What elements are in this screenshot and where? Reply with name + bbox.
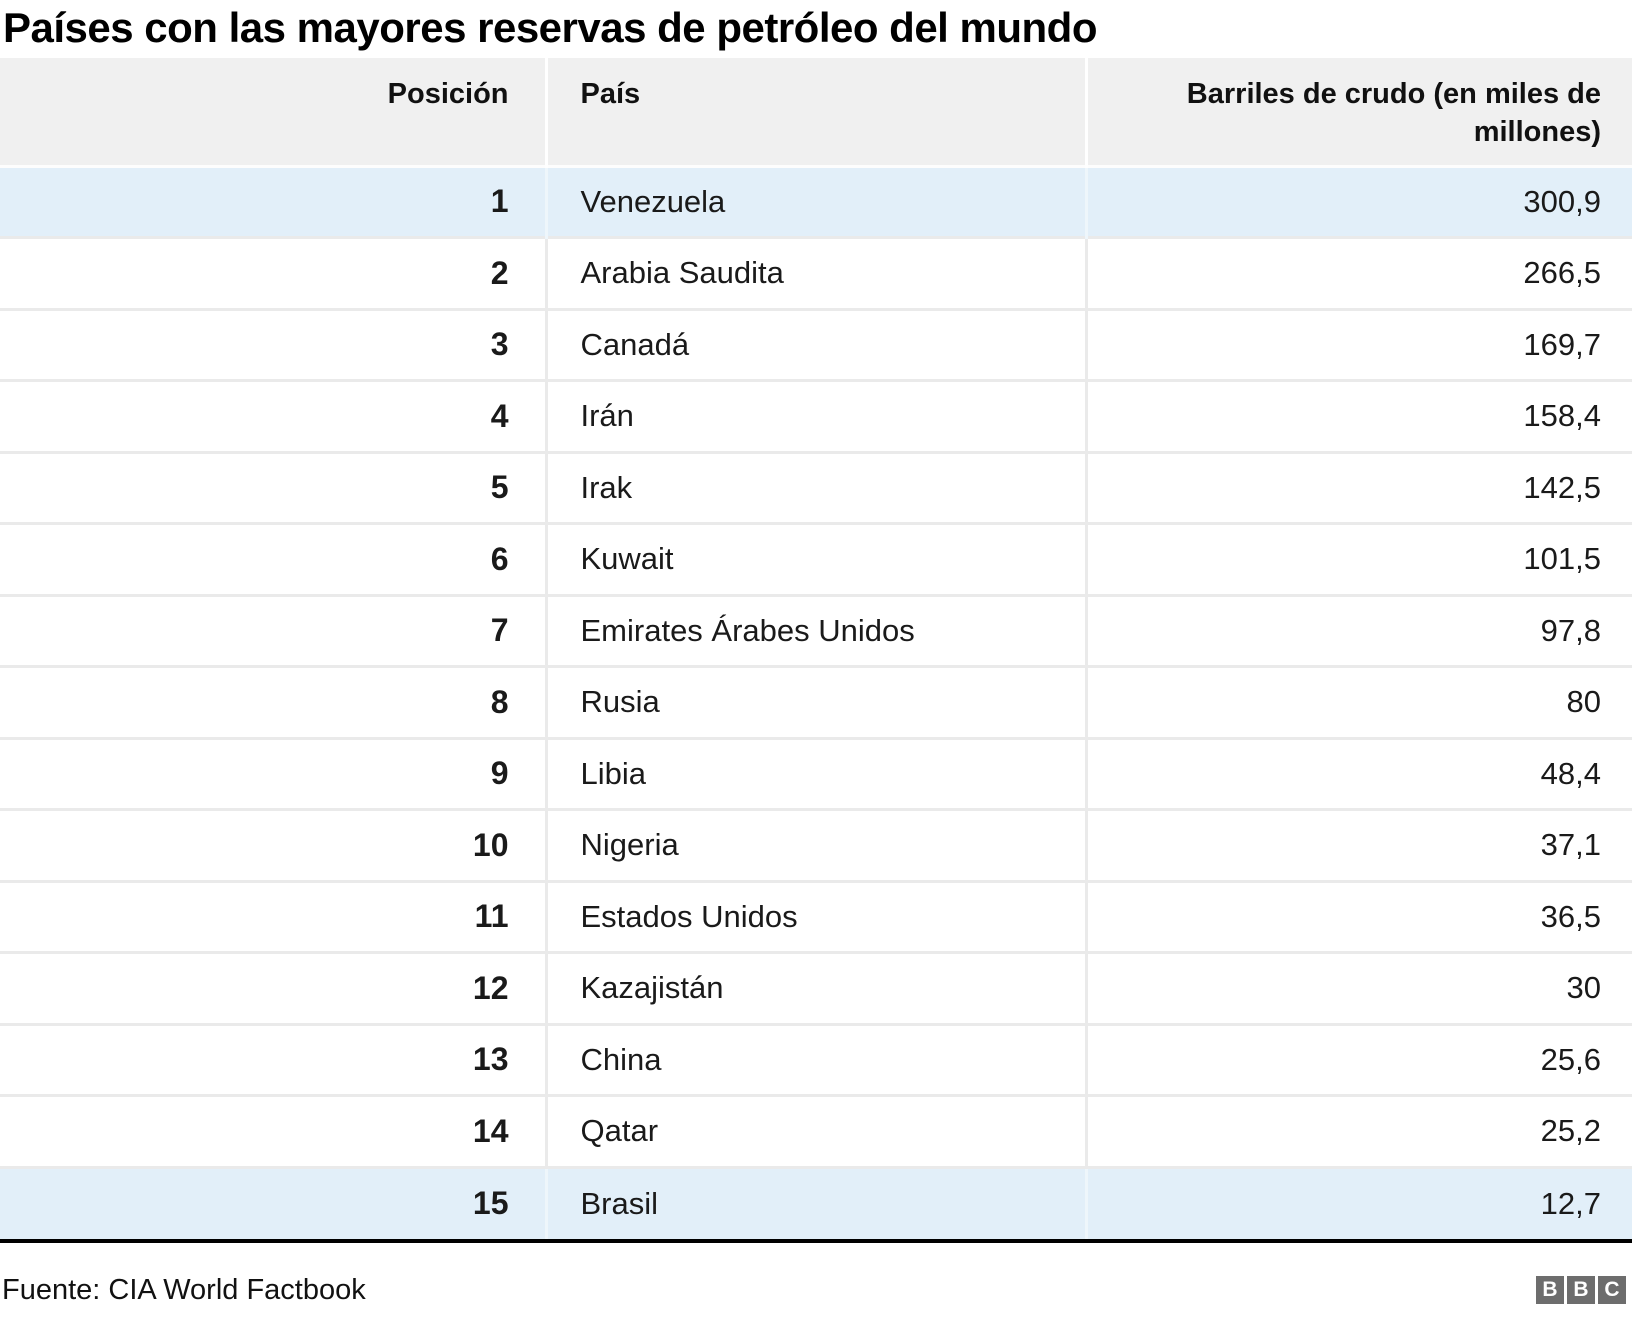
table-row [0, 953, 1632, 1025]
country-cell: Emirates Árabes Unidos [546, 595, 1086, 667]
country-cell: Nigeria [546, 810, 1086, 882]
country-cell: Canadá [546, 309, 1086, 381]
table-row [0, 238, 1632, 310]
country-cell: China [546, 1024, 1086, 1096]
position-cell: 11 [474, 898, 509, 935]
position-cell: 14 [472, 1112, 509, 1149]
table-row [0, 1024, 1632, 1096]
position-cell: 3 [490, 326, 509, 363]
table-row [0, 881, 1632, 953]
table-row [0, 524, 1632, 596]
country-cell: Rusia [546, 667, 1086, 739]
value-cell: 158,4 [1086, 381, 1632, 453]
position-cell: 10 [472, 826, 509, 863]
country-cell: Arabia Saudita [546, 238, 1086, 310]
country-cell: Irán [546, 381, 1086, 453]
position-cell: 9 [490, 755, 509, 792]
position-cell: 5 [490, 469, 509, 506]
value-cell: 37,1 [1086, 810, 1632, 882]
table-header [0, 58, 1632, 166]
column-header-position: Posición [0, 58, 546, 166]
table-row [0, 738, 1632, 810]
position-cell: 13 [472, 1041, 509, 1078]
table-row [0, 595, 1632, 667]
column-header-country: País [546, 58, 1086, 166]
chart-title: Países con las mayores reservas de petróleo del mundo [3, 4, 1097, 51]
value-cell: 101,5 [1086, 524, 1632, 596]
value-cell: 300,9 [1086, 166, 1632, 238]
table-row [0, 452, 1632, 524]
bbc-logo-block: B [1567, 1276, 1595, 1304]
position-cell: 8 [490, 683, 509, 720]
value-cell: 25,2 [1086, 1096, 1632, 1168]
reserves-table [0, 58, 1632, 1239]
country-cell: Venezuela [546, 166, 1086, 238]
value-cell: 36,5 [1086, 881, 1632, 953]
country-cell: Qatar [546, 1096, 1086, 1168]
value-cell: 48,4 [1086, 738, 1632, 810]
table-row [0, 1167, 1632, 1239]
source-note: Fuente: CIA World Factbook [2, 1273, 366, 1306]
country-cell: Kuwait [546, 524, 1086, 596]
value-cell: 30 [1086, 953, 1632, 1025]
value-cell: 266,5 [1086, 238, 1632, 310]
value-cell: 25,6 [1086, 1024, 1632, 1096]
country-cell: Irak [546, 452, 1086, 524]
country-cell: Kazajistán [546, 953, 1086, 1025]
table-row [0, 381, 1632, 453]
header-row [0, 58, 1632, 166]
value-cell: 80 [1086, 667, 1632, 739]
country-cell: Libia [546, 738, 1086, 810]
position-cell: 15 [0, 1167, 546, 1239]
bbc-logo-block: B [1536, 1276, 1564, 1304]
table-row [0, 166, 1632, 238]
bbc-logo-block: C [1598, 1276, 1626, 1304]
position-cell: 7 [490, 612, 509, 649]
position-cell: 4 [490, 397, 509, 434]
table-row [0, 309, 1632, 381]
position-cell: 12 [472, 969, 509, 1006]
table-row [0, 1096, 1632, 1168]
value-cell: 142,5 [1086, 452, 1632, 524]
position-cell: 2 [490, 254, 509, 291]
value-cell: 169,7 [1086, 309, 1632, 381]
table-row [0, 667, 1632, 739]
country-cell: Brasil [546, 1167, 1086, 1239]
table-row [0, 810, 1632, 882]
column-header-value: Barriles de crudo (en miles de millones) [1086, 58, 1632, 166]
value-cell: 12,7 [1086, 1167, 1632, 1239]
bbc-logo [1536, 1276, 1626, 1304]
country-cell: Estados Unidos [546, 881, 1086, 953]
value-cell: 97,8 [1086, 595, 1632, 667]
position-cell: 6 [490, 540, 509, 577]
footer [0, 1243, 1632, 1344]
position-cell: 1 [0, 166, 546, 238]
